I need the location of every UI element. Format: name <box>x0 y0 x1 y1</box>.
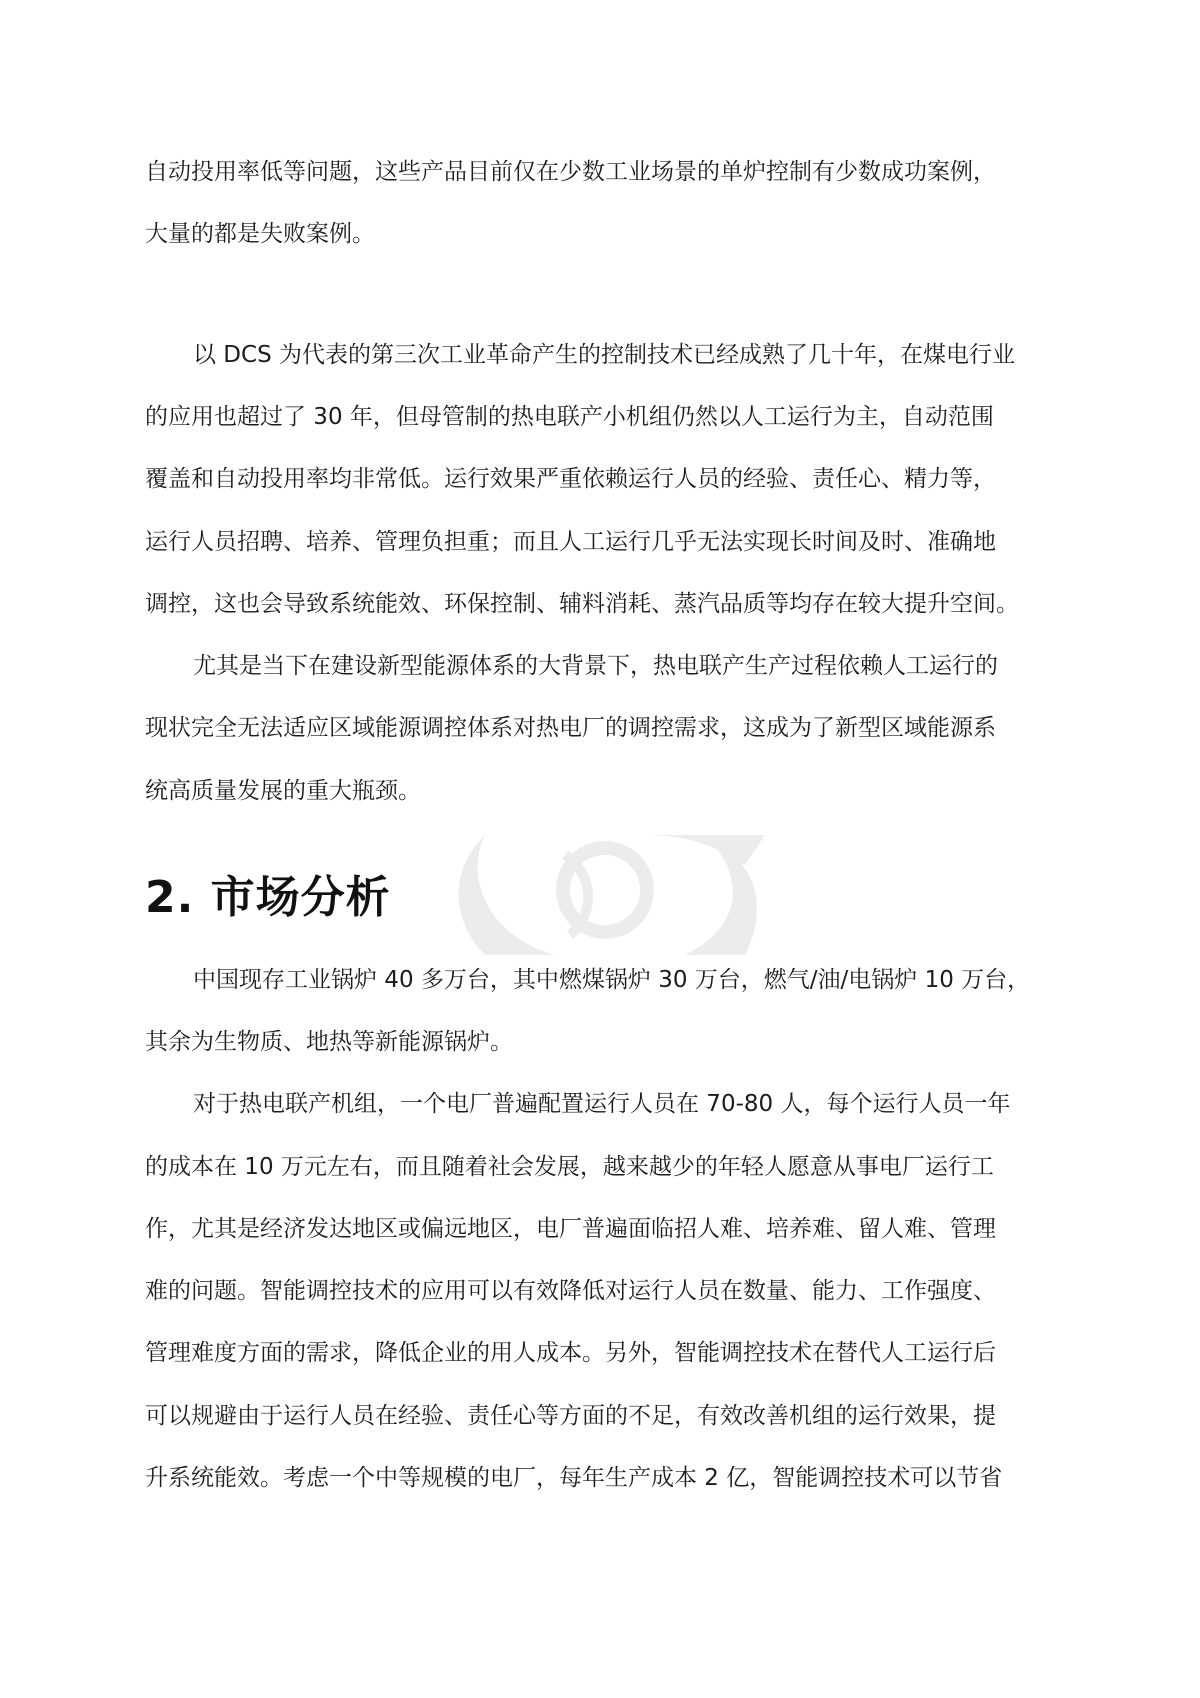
watermark-logo-icon <box>445 835 765 955</box>
para-top-line-1: 自动投用率低等问题，这些产品目前仅在少数工业场景的单炉控制有少数成功案例， <box>145 159 996 185</box>
para-chp-line-7: 升系统能效。考虑一个中等规模的电厂，每年生产成本 2 亿，智能调控技术可以节省 <box>145 1465 1003 1491</box>
para-chp-line-5: 管理难度方面的需求，降低企业的用人成本。另外，智能调控技术在替代人工运行后 <box>145 1340 996 1366</box>
para-energy-line-2: 现状完全无法适应区域能源调控体系对热电厂的调控需求，这成为了新型区域能源系 <box>145 715 996 741</box>
para-dcs-line-5: 调控，这也会导致系统能效、环保控制、辅料消耗、蒸汽品质等均存在较大提升空间。 <box>145 591 1019 617</box>
para-boilers-line-2: 其余为生物质、地热等新能源锅炉。 <box>145 1029 513 1055</box>
para-chp-line-4: 难的问题。智能调控技术的应用可以有效降低对运行人员在数量、能力、工作强度、 <box>145 1278 996 1304</box>
para-dcs-line-4: 运行人员招聘、培养、管理负担重；而且人工运行几乎无法实现长时间及时、准确地 <box>145 529 996 555</box>
section-heading: 2. 市场分析 <box>145 872 391 923</box>
para-chp-line-2: 的成本在 10 万元左右，而且随着社会发展，越来越少的年轻人愿意从事电厂运行工 <box>145 1154 994 1180</box>
para-dcs-line-2: 的应用也超过了 30 年，但母管制的热电联产小机组仍然以人工运行为主，自动范围 <box>145 404 994 430</box>
para-boilers-line-1: 中国现存工业锅炉 40 多万台，其中燃煤锅炉 30 万台，燃气/油/电锅炉 10 万台， <box>193 967 1031 993</box>
para-chp-line-6: 可以规避由于运行人员在经验、责任心等方面的不足，有效改善机组的运行效果，提 <box>145 1403 996 1429</box>
para-dcs-line-1: 以 DCS 为代表的第三次工业革命产生的控制技术已经成熟了几十年，在煤电行业 <box>193 342 1015 368</box>
para-energy-line-1: 尤其是当下在建设新型能源体系的大背景下，热电联产生产过程依赖人工运行的 <box>193 653 998 679</box>
para-chp-line-1: 对于热电联产机组，一个电厂普遍配置运行人员在 70-80 人，每个运行人员一年 <box>193 1091 1011 1117</box>
para-dcs-line-3: 覆盖和自动投用率均非常低。运行效果严重依赖运行人员的经验、责任心、精力等， <box>145 466 996 492</box>
para-energy-line-3: 统高质量发展的重大瓶颈。 <box>145 778 421 804</box>
para-chp-line-3: 作，尤其是经济发达地区或偏远地区，电厂普遍面临招人难、培养难、留人难、管理 <box>145 1216 996 1242</box>
para-top-line-2: 大量的都是失败案例。 <box>145 221 375 247</box>
